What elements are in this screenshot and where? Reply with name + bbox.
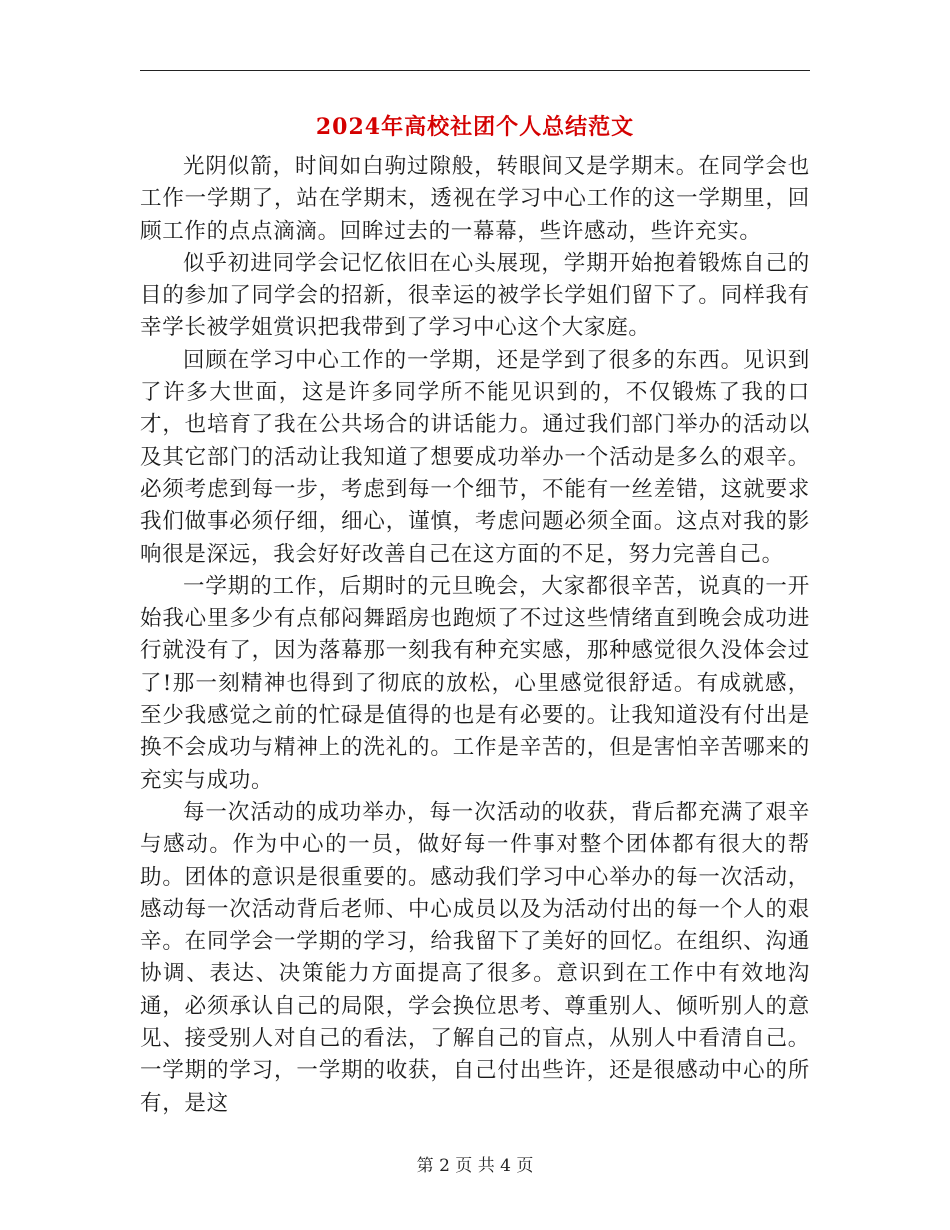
header-rule — [140, 70, 810, 71]
paragraph-4: 一学期的工作，后期时的元旦晚会，大家都很辛苦，说真的一开始我心里多少有点郁闷舞蹈房也跑烦了不过这些情绪直到晚会成功进行就没有了，因为落幕那一刻我有种充实感，那种感觉很久没体会过了!那一刻精神也得到了彻底的放松，心里感觉很舒适。有成就感，至少我感觉之前的忙碌是值得的也是有必要的。让我知道没有付出是换不会成功与精神上的洗礼的。工作是辛苦的，但是害怕辛苦哪来的充实与成功。 — [140, 573, 810, 793]
paragraph-1: 光阴似箭，时间如白驹过隙般，转眼间又是学期末。在同学会也工作一学期了，站在学期末，透视在学习中心工作的这一学期里，回顾工作的点点滴滴。回眸过去的一幕幕，些许感动，些许充实。 — [140, 154, 810, 244]
paragraph-3: 回顾在学习中心工作的一学期，还是学到了很多的东西。见识到了许多大世面，这是许多同学所不能见识到的，不仅锻炼了我的口才，也培育了我在公共场合的讲话能力。通过我们部门举办的活动以及其它部门的活动让我知道了想要成功举办一个活动是多么的艰辛。必须考虑到每一步，考虑到每一个细节，不能有一丝差错，这就要求我们做事必须仔细，细心，谨慎，考虑问题必须全面。这点对我的影响很是深远，我会好好改善自己在这方面的不足，努力完善自己。 — [140, 347, 810, 567]
paragraph-5: 每一次活动的成功举办，每一次活动的收获，背后都充满了艰辛与感动。作为中心的一员，做好每一件事对整个团体都有很大的帮助。团体的意识是很重要的。感动我们学习中心举办的每一次活动，感动每一次活动背后老师、中心成员以及为活动付出的每一个人的艰辛。在同学会一学期的学习，给我留下了美好的回忆。在组织、沟通协调、表达、决策能力方面提高了很多。意识到在工作中有效地沟通，必须承认自己的局限，学会换位思考、尊重别人、倾听别人的意见、接受别人对自己的看法，了解自己的盲点，从别人中看清自己。 一学期的学习，一学期的收获，自己付出些许，还是很感动中心的所有，是这 — [140, 799, 810, 1116]
document-body — [140, 151, 810, 1120]
page-title: 2024年高校社团个人总结范文 — [315, 114, 635, 140]
paragraph-2: 似乎初进同学会记忆依旧在心头展现，学期开始抱着锻炼自己的目的参加了同学会的招新，很幸运的被学长学姐们留下了。同样我有幸学长被学姐赏识把我带到了学习中心这个大家庭。 — [140, 250, 810, 341]
page-number-footer: 第 2 页 共 4 页 — [416, 1156, 534, 1176]
